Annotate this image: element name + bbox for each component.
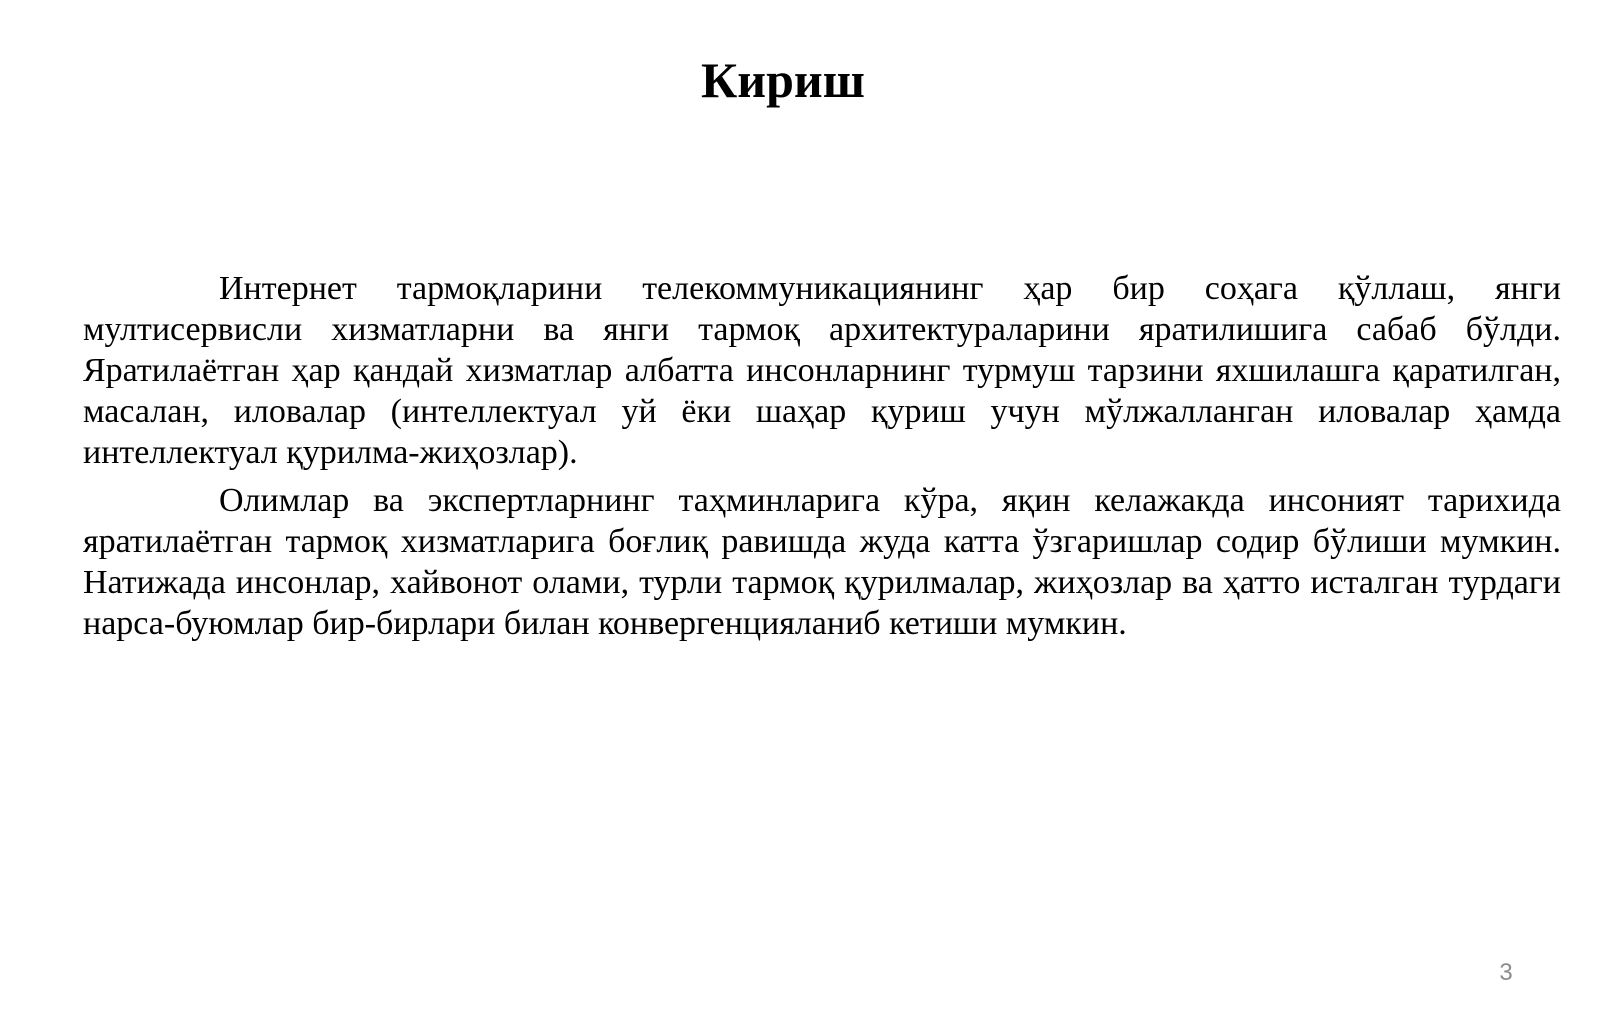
- body-paragraph-1: Интернет тармоқларини телекоммуникациянинг ҳар бир соҳага қўллаш, янги мултисервисли хизматларни ва янги тармоқ архитектураларини яратилишига сабаб бўлди. Яратилаётган ҳар қандай хизматлар албатта инсонларнинг турмуш тарзини яхшилашга қаратилган, масалан, иловалар (интеллектуал уй ёки шаҳар қуриш учун мўлжалланган иловалар ҳамда интеллектуал қурилма-жиҳозлар).: [83, 270, 1561, 471]
- slide-body: [83, 268, 1561, 651]
- body-paragraph-2: Олимлар ва экспертларнинг таҳминларига кўра, яқин келажакда инсоният тарихида яратилаётган тармоқ хизматларига боғлиқ равишда жуда катта ўзгаришлар содир бўлиши мумкин. Натижада инсонлар, хайвонот олами, турли тармоқ қурилмалар, жиҳозлар ва ҳатто исталган турдаги нарса-буюмлар бир-бирлари билан конвергенцияланиб кетиши мумкин.: [83, 482, 1561, 642]
- page-number: 3: [1499, 959, 1513, 986]
- slide-title: Кириш: [701, 52, 865, 108]
